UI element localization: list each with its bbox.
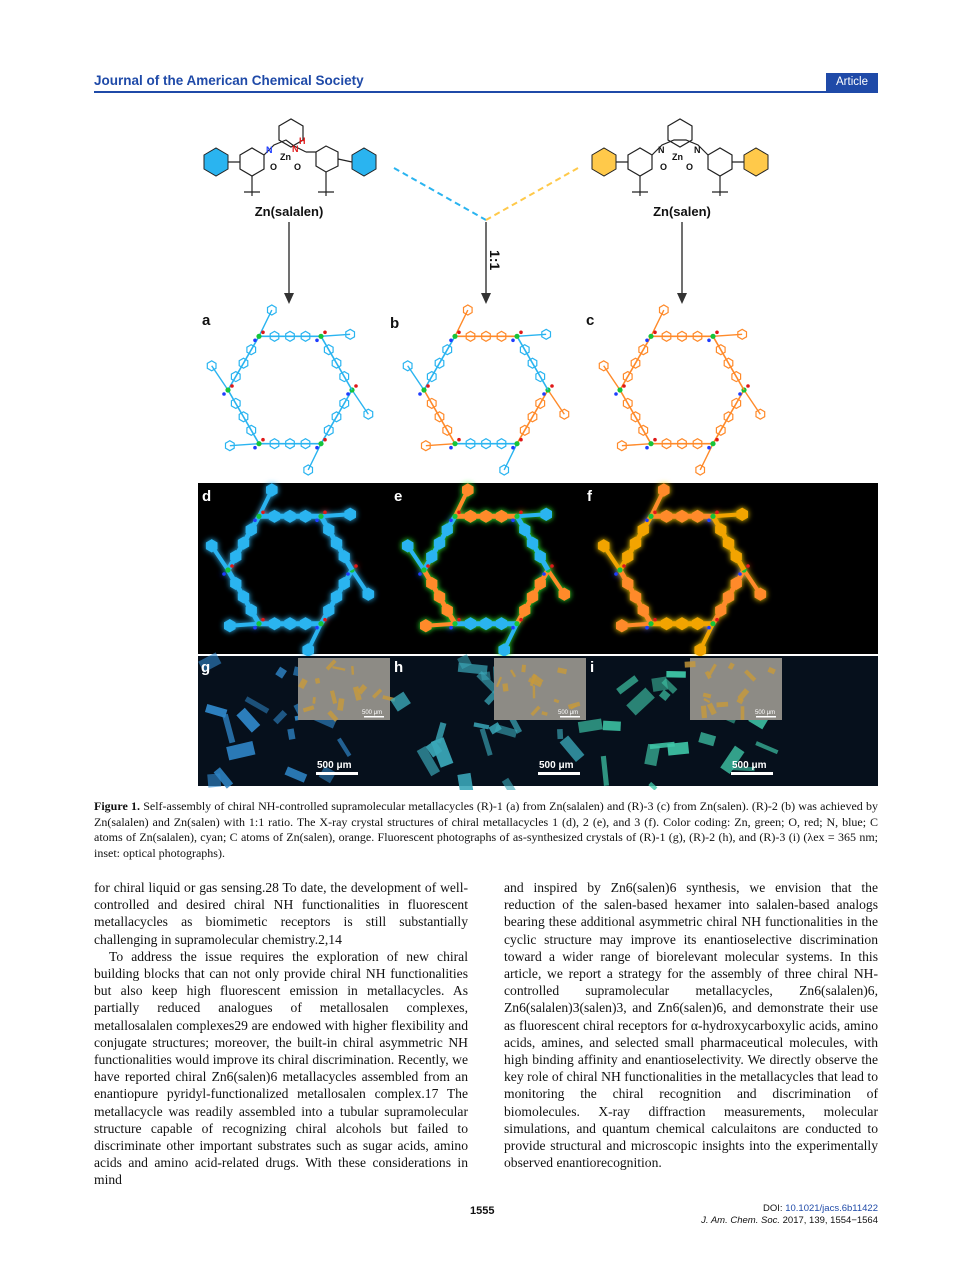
pyridyl-ring (500, 465, 509, 475)
o-atom (622, 384, 626, 388)
n-atom (511, 519, 515, 523)
o-atom (457, 438, 461, 442)
inset-scale-bar (756, 716, 776, 718)
aromatic-ring (324, 524, 334, 536)
zn-atom (514, 334, 519, 339)
panel-label-i: i (590, 659, 595, 676)
zn-atom (710, 514, 715, 519)
scale-bar-label-i: 500 μm (732, 760, 767, 771)
inset-scale-label-i: 500 μm (755, 710, 776, 716)
page-number: 1555 (470, 1205, 495, 1217)
o-atom (354, 564, 358, 568)
o-atom (426, 384, 430, 388)
o-atom (715, 511, 719, 515)
n-atom (542, 392, 546, 396)
n-atom (315, 339, 319, 343)
salalen-n2: N (292, 144, 299, 154)
aromatic-ring (716, 524, 726, 536)
ring-bond (424, 390, 455, 444)
o-atom (261, 331, 265, 335)
panel-label-h: h (394, 659, 404, 676)
scale-bar-g (316, 772, 358, 775)
zn-atom (452, 514, 457, 519)
aromatic-ring (716, 604, 726, 616)
zn-atom (256, 621, 261, 626)
n-atom (346, 392, 350, 396)
pyridyl-ring (464, 305, 473, 315)
inset-crystal (312, 697, 315, 704)
doi-label: DOI: (763, 1203, 783, 1214)
aromatic-ring (731, 577, 741, 589)
aromatic-ring (623, 551, 633, 563)
zn-atom (514, 514, 519, 519)
zn-atom (710, 621, 715, 626)
n-atom (253, 626, 257, 630)
dashed-link-yellow (486, 168, 578, 220)
ring-bond (620, 336, 651, 390)
doi-block (701, 1203, 878, 1227)
o-atom (519, 511, 523, 515)
aromatic-ring (246, 604, 256, 616)
zn-atom (256, 441, 261, 446)
inset-scale-bar (364, 716, 384, 718)
aromatic-ring (623, 577, 633, 589)
aromatic-ring (496, 618, 506, 630)
o-atom (230, 384, 234, 388)
zn-atom (452, 621, 457, 626)
zn-atom (648, 514, 653, 519)
o-atom (519, 438, 523, 442)
n-atom (511, 446, 515, 450)
salalen-n1: N (266, 145, 273, 155)
aromatic-ring (723, 591, 733, 603)
crystal (207, 773, 221, 787)
o-atom (715, 618, 719, 622)
n-atom (614, 392, 618, 396)
aromatic-ring (246, 524, 256, 536)
aromatic-ring (442, 604, 452, 616)
pyridyl-ring (737, 508, 747, 520)
scale-bar-label-g: 500 μm (317, 760, 352, 771)
crystal (666, 671, 686, 678)
panel-label-b: b (390, 315, 400, 332)
aromatic-ring (496, 510, 506, 522)
aromatic-ring (285, 618, 295, 630)
aromatic-ring (520, 524, 530, 536)
pyridyl-ring (345, 508, 355, 520)
pyridyl-ring (421, 620, 431, 632)
pyridyl-ring (695, 644, 705, 656)
o-atom (550, 384, 554, 388)
figure-caption (94, 799, 878, 861)
aromatic-ring (331, 537, 341, 549)
panel-label-d: d (202, 488, 212, 505)
aromatic-ring (527, 591, 537, 603)
pyridyl-ring (403, 540, 413, 552)
pyridyl-ring (559, 588, 569, 600)
inset-crystal (685, 661, 696, 667)
o-atom (715, 331, 719, 335)
aromatic-ring (630, 537, 640, 549)
o-atom (653, 438, 657, 442)
aromatic-ring (238, 537, 248, 549)
n-atom (449, 446, 453, 450)
inset-scale-label-h: 500 μm (558, 710, 579, 716)
scale-bar-label-h: 500 μm (539, 760, 574, 771)
zn-atom (514, 441, 519, 446)
n-atom (346, 572, 350, 576)
n-atom (738, 572, 742, 576)
pyridyl-ring (225, 620, 235, 632)
salalen-h: H (299, 136, 306, 146)
arrow-c-head (677, 293, 687, 304)
pyridyl-ring (303, 644, 313, 656)
zn-atom (514, 621, 519, 626)
o-atom (323, 618, 327, 622)
salen-o1: O (660, 162, 668, 172)
zn-salen-label: Zn(salen) (653, 204, 711, 219)
aromatic-ring (661, 510, 671, 522)
left-paragraph-1: for chiral liquid or gas sensing.28 To date, the development of well-controlled and desired chiral NH functionalities in fluorescent metallacycles as biomimetic receptors is still substantially challenging in supramolecular chemistry.2,14 (94, 880, 468, 947)
n-atom (253, 446, 257, 450)
salen-n2: N (694, 145, 701, 155)
aromatic-ring (434, 537, 444, 549)
pyridyl-ring (207, 540, 217, 552)
n-atom (645, 519, 649, 523)
pyridyl-ring (463, 484, 473, 496)
doi-link[interactable]: 10.1021/jacs.6b11422 (785, 1203, 878, 1214)
n-atom (511, 339, 515, 343)
inset-scale-bar (560, 716, 580, 718)
salalen-zn: Zn (280, 152, 291, 162)
ratio-label: 1:1 (487, 250, 503, 271)
aromatic-ring (231, 577, 241, 589)
aromatic-ring (465, 510, 475, 522)
inset-crystal (716, 702, 728, 708)
article-badge: Article (826, 73, 878, 91)
pyridyl-ring (755, 588, 765, 600)
citation-details: 2017, 139, 1554−1564 (782, 1215, 878, 1226)
dashed-link-cyan (394, 168, 486, 220)
ring-bond (517, 336, 548, 390)
crystal (603, 721, 621, 731)
scale-bar-h (538, 772, 580, 775)
o-atom (323, 438, 327, 442)
n-atom (253, 339, 257, 343)
o-atom (261, 438, 265, 442)
zn-atom (318, 334, 323, 339)
aromatic-ring (481, 510, 491, 522)
n-atom (707, 626, 711, 630)
zn-atom (318, 514, 323, 519)
n-atom (614, 572, 618, 576)
zn-atom (421, 567, 426, 572)
o-atom (323, 511, 327, 515)
left-column (94, 879, 468, 1189)
pyridyl-ring (267, 484, 277, 496)
zn-atom (421, 387, 426, 392)
panel-label-c: c (586, 312, 595, 329)
n-atom (315, 446, 319, 450)
o-atom (426, 564, 430, 568)
aromatic-ring (331, 591, 341, 603)
aromatic-ring (630, 591, 640, 603)
zn-salalen-label: Zn(salalen) (254, 204, 324, 219)
aromatic-ring (520, 604, 530, 616)
aromatic-ring (661, 618, 671, 630)
zn-atom (648, 621, 653, 626)
n-atom (645, 626, 649, 630)
o-atom (653, 511, 657, 515)
zn-atom (617, 567, 622, 572)
zn-atom (452, 334, 457, 339)
ring-bond (424, 336, 455, 390)
ring-bond (228, 336, 259, 390)
aromatic-ring (723, 537, 733, 549)
o-atom (622, 564, 626, 568)
o-atom (261, 511, 265, 515)
ring-bond (321, 336, 352, 390)
zn-atom (318, 621, 323, 626)
aromatic-ring (465, 618, 475, 630)
figure-caption-text: Self-assembly of chiral NH-controlled supramolecular metallacycles (R)-1 (a) from Zn(salalen) and (R)-3 (c) from Zn(salen). (R)-2 (b) was achieved by Zn(salalen) and Zn(salen) with 1:1 ratio. The X-ray crystal structures of chiral metallacycles 1 (d), 2 (e), and 3 (f). Color coding: Zn, green; O, red; N, blue; C atoms of Zn(salalen), cyan; C atoms of Zn(salen), orange. Fluorescent photographs of as-synthesized crystals of (R)-1 (g), (R)-2 (h), and (R)-3 (i) (λex = 365 nm; inset: optical photographs). (94, 799, 879, 860)
aromatic-ring (339, 577, 349, 589)
inset-crystal (701, 706, 707, 719)
citation-journal: J. Am. Chem. Soc. (701, 1215, 780, 1226)
o-atom (457, 331, 461, 335)
salalen-o2: O (294, 162, 302, 172)
zn-atom (710, 441, 715, 446)
ring-bond (517, 390, 548, 444)
left-paragraph-2: To address the issue requires the exploration of new chiral building blocks that can not only provide chiral NH functionalities but also keep high fluorescent emission in metallacycles. As partially reduced analogues of metallosalen complexes, metallosalalen complexes29 are endowed with higher flexibility and conjugate structures; moreover, the built-in chiral asymmetric NH functionalities would improve its chiral discrimination. Recently, we have reported chiral Zn6(salen)6 metallacycles assembled from an enantiopure pyridyl-functionalized metallosalen complex.17 The metallacycle was readily assembled into a tubular supramolecular structure capable of recognizing chiral alcohols but failed to discriminate other important substrates such as sugar acids, amino acids and amino acid-related drugs. With these considerations in mind (94, 948, 468, 1188)
aromatic-ring (481, 618, 491, 630)
o-atom (519, 618, 523, 622)
o-atom (457, 511, 461, 515)
n-atom (707, 446, 711, 450)
aromatic-ring (692, 510, 702, 522)
inset-crystal (502, 683, 508, 691)
salalen-o1: O (270, 162, 278, 172)
aromatic-ring (427, 551, 437, 563)
o-atom (354, 384, 358, 388)
pyridyl-ring (268, 305, 277, 315)
zn-atom (225, 567, 230, 572)
pyridyl-ring (363, 588, 373, 600)
o-atom (653, 618, 657, 622)
n-atom (645, 446, 649, 450)
n-atom (418, 392, 422, 396)
right-column (504, 879, 878, 1171)
arrow-a-head (284, 293, 294, 304)
n-atom (449, 626, 453, 630)
n-atom (418, 572, 422, 576)
ring-bond (713, 336, 744, 390)
o-atom (457, 618, 461, 622)
salen-n1: N (658, 145, 665, 155)
n-atom (449, 339, 453, 343)
salen-zn: Zn (672, 152, 683, 162)
n-atom (542, 572, 546, 576)
n-atom (222, 392, 226, 396)
aromatic-ring (300, 618, 310, 630)
journal-title: Journal of the American Chemical Society (94, 73, 364, 88)
o-atom (230, 564, 234, 568)
aromatic-ring (677, 618, 687, 630)
pyridyl-ring (659, 484, 669, 496)
ring-bond (228, 390, 259, 444)
aromatic-ring (427, 577, 437, 589)
o-atom (519, 331, 523, 335)
scale-bar-i (731, 772, 773, 775)
aromatic-ring (339, 551, 349, 563)
zn-atom (452, 441, 457, 446)
o-atom (550, 564, 554, 568)
o-atom (653, 331, 657, 335)
pyridyl-ring (599, 540, 609, 552)
pyridyl-ring (541, 508, 551, 520)
aromatic-ring (442, 524, 452, 536)
zn-atom (648, 334, 653, 339)
inset-crystal (741, 706, 745, 720)
inset-scale-label-g: 500 μm (362, 710, 383, 716)
zn-atom (256, 334, 261, 339)
aromatic-ring (535, 577, 545, 589)
panel-label-e: e (394, 488, 403, 505)
aromatic-ring (638, 604, 648, 616)
aromatic-ring (692, 618, 702, 630)
crystal (667, 742, 689, 756)
header-rule (94, 91, 878, 93)
crystal-structure-background (198, 483, 878, 654)
pyridyl-ring (617, 620, 627, 632)
n-atom (645, 339, 649, 343)
n-atom (315, 626, 319, 630)
crystal (557, 729, 563, 739)
zn-atom (648, 441, 653, 446)
inset-crystal (533, 686, 536, 699)
figure-caption-label: Figure 1. (94, 799, 140, 813)
crystal (481, 671, 491, 680)
aromatic-ring (269, 618, 279, 630)
o-atom (715, 438, 719, 442)
n-atom (511, 626, 515, 630)
inset-crystal (521, 665, 526, 673)
panel-label-a: a (202, 312, 211, 329)
panel-label-f: f (587, 488, 592, 505)
o-atom (323, 331, 327, 335)
n-atom (222, 572, 226, 576)
aromatic-ring (638, 524, 648, 536)
n-atom (738, 392, 742, 396)
zn-atom (225, 387, 230, 392)
panel-label-g: g (201, 659, 211, 676)
pyridyl-ring (660, 305, 669, 315)
n-atom (449, 519, 453, 523)
aromatic-ring (238, 591, 248, 603)
zn-atom (617, 387, 622, 392)
o-atom (746, 564, 750, 568)
right-paragraph-1: and inspired by Zn6(salen)6 synthesis, we envision that the reduction of the salen-based hexamer into salalen-based analogs bearing these additional asymmetric chiral NH functionalities in the cyclic structure may improve its enantioselective discrimination toward a wider range of biorelevant molecular systems. In this article, we report a strategy for the assembly of three chiral NH-controlled supramolecular metallacycles, Zn6(salalen)6, Zn6(salalen)3(salen)3, and Zn6(salen)6, and demonstrate their use as fluorescent chiral receptors for α-hydroxycarboxylic acids, amino acids, amines, and selected small pharmaceutical molecules, with high binding affinity and enantioselectivity. We directly observe the key role of chiral NH functionalities in the metallacycles that lead to monitoring the chiral recognition and discrimination of biomolecules. X-ray diffraction measurements, molecular simulations, and quantum chemical calculaitons are conducted to provide structural and microscopic insights into the experimentally observed enantiorecognition. (504, 880, 878, 1171)
pyridyl-ring (696, 465, 705, 475)
aromatic-ring (731, 551, 741, 563)
figure-1 (94, 100, 878, 790)
ring-bond (620, 390, 651, 444)
aromatic-ring (535, 551, 545, 563)
arrow-b-head (481, 293, 491, 304)
n-atom (707, 519, 711, 523)
metallacycle-schematics (207, 305, 764, 475)
ring-bond (321, 390, 352, 444)
ring-bond (713, 390, 744, 444)
aromatic-ring (300, 510, 310, 522)
aromatic-ring (324, 604, 334, 616)
aromatic-ring (677, 510, 687, 522)
aromatic-ring (285, 510, 295, 522)
o-atom (746, 384, 750, 388)
aromatic-ring (527, 537, 537, 549)
zn-atom (318, 441, 323, 446)
aromatic-ring (269, 510, 279, 522)
pyridyl-ring (499, 644, 509, 656)
aromatic-ring (231, 551, 241, 563)
salen-o2: O (686, 162, 694, 172)
aromatic-ring (434, 591, 444, 603)
n-atom (315, 519, 319, 523)
n-atom (253, 519, 257, 523)
zn-atom (710, 334, 715, 339)
o-atom (261, 618, 265, 622)
zn-atom (256, 514, 261, 519)
n-atom (707, 339, 711, 343)
pyridyl-ring (304, 465, 313, 475)
